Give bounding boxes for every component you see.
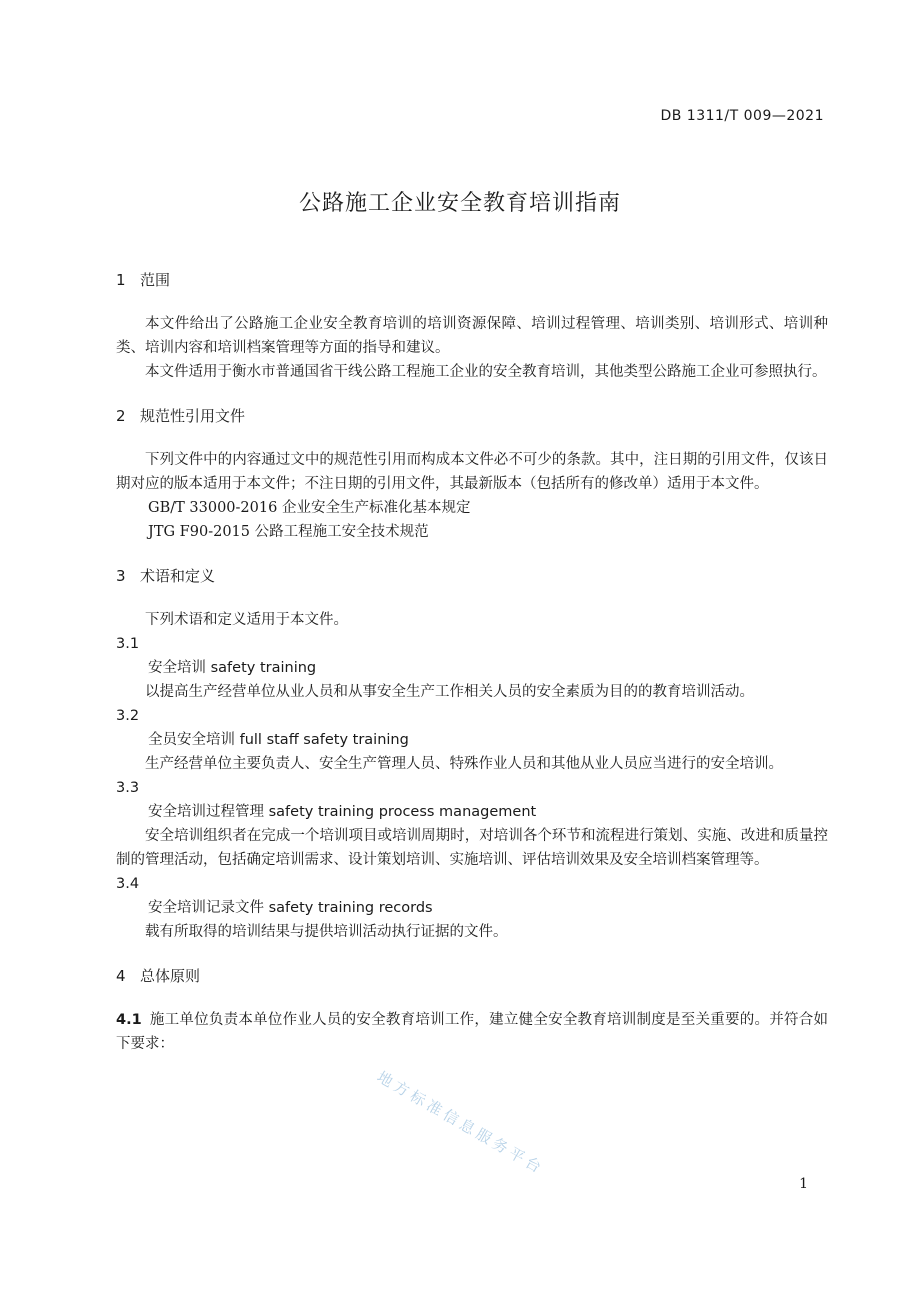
clause-text: 施工单位负责本单位作业人员的安全教育培训工作，建立健全安全教育培训制度是至关重要的。并符合如下要求： — [116, 1012, 828, 1052]
watermark: 地方标准信息服务平台 — [374, 1067, 548, 1179]
section-number: 1 — [116, 271, 126, 289]
paragraph: 本文件适用于衡水市普通国省干线公路工程施工企业的安全教育培训，其他类型公路施工企业可参照执行。 — [145, 364, 827, 380]
section-title: 规范性引用文件 — [140, 407, 246, 425]
section-heading-general-principles — [116, 964, 828, 988]
section-number: 3 — [116, 567, 126, 585]
document-body — [116, 268, 828, 1056]
paragraph: 下列文件中的内容通过文中的规范性引用而构成本文件必不可少的条款。其中，注日期的引用文件，仅该日期对应的版本适用于本文件；不注日期的引用文件，其最新版本（包括所有的修改单）适用于本文件。 — [116, 452, 828, 492]
term-definition: 安全培训组织者在完成一个培训项目或培训周期时，对培训各个环节和流程进行策划、实施、改进和质量控制的管理活动，包括确定培训需求、设计策划培训、实施培训、评估培训效果及安全培训档案管理等。 — [116, 828, 828, 868]
reference-item: JTG F90-2015 公路工程施工安全技术规范 — [148, 524, 429, 540]
section-title: 范围 — [140, 271, 171, 289]
term-definition: 以提高生产经营单位从业人员和从事安全生产工作相关人员的安全素质为目的的教育培训活动。 — [145, 684, 754, 700]
term-definition: 生产经营单位主要负责人、安全生产管理人员、特殊作业人员和其他从业人员应当进行的安全培训。 — [145, 756, 783, 772]
term-name: 安全培训 safety training — [148, 660, 317, 676]
term-name: 安全培训记录文件 safety training records — [148, 900, 433, 916]
section-title: 总体原则 — [140, 967, 201, 985]
term-number: 3.2 — [116, 708, 140, 724]
section-heading-normative-references — [116, 404, 828, 428]
reference-item: GB/T 33000-2016 企业安全生产标准化基本规定 — [148, 500, 471, 516]
section-heading-terms — [116, 564, 828, 588]
document-code: DB 1311/T 009—2021 — [660, 108, 824, 124]
section-heading-scope — [116, 268, 828, 292]
clause-number: 4.1 — [116, 1012, 142, 1028]
clause-paragraph — [116, 1008, 828, 1056]
term-number: 3.4 — [116, 876, 140, 892]
term-name: 全员安全培训 full staff safety training — [148, 732, 409, 748]
document-title: 公路施工企业安全教育培训指南 — [298, 191, 621, 216]
paragraph: 下列术语和定义适用于本文件。 — [145, 612, 348, 628]
section-title: 术语和定义 — [140, 567, 216, 585]
section-number: 4 — [116, 967, 126, 985]
section-number: 2 — [116, 407, 126, 425]
term-number: 3.1 — [116, 636, 140, 652]
page-number: 1 — [799, 1176, 808, 1192]
term-definition: 载有所取得的培训结果与提供培训活动执行证据的文件。 — [145, 924, 508, 940]
paragraph: 本文件给出了公路施工企业安全教育培训的培训资源保障、培训过程管理、培训类别、培训形式、培训种类、培训内容和培训档案管理等方面的指导和建议。 — [116, 316, 828, 356]
term-number: 3.3 — [116, 780, 140, 796]
term-name: 安全培训过程管理 safety training process management — [148, 804, 537, 820]
